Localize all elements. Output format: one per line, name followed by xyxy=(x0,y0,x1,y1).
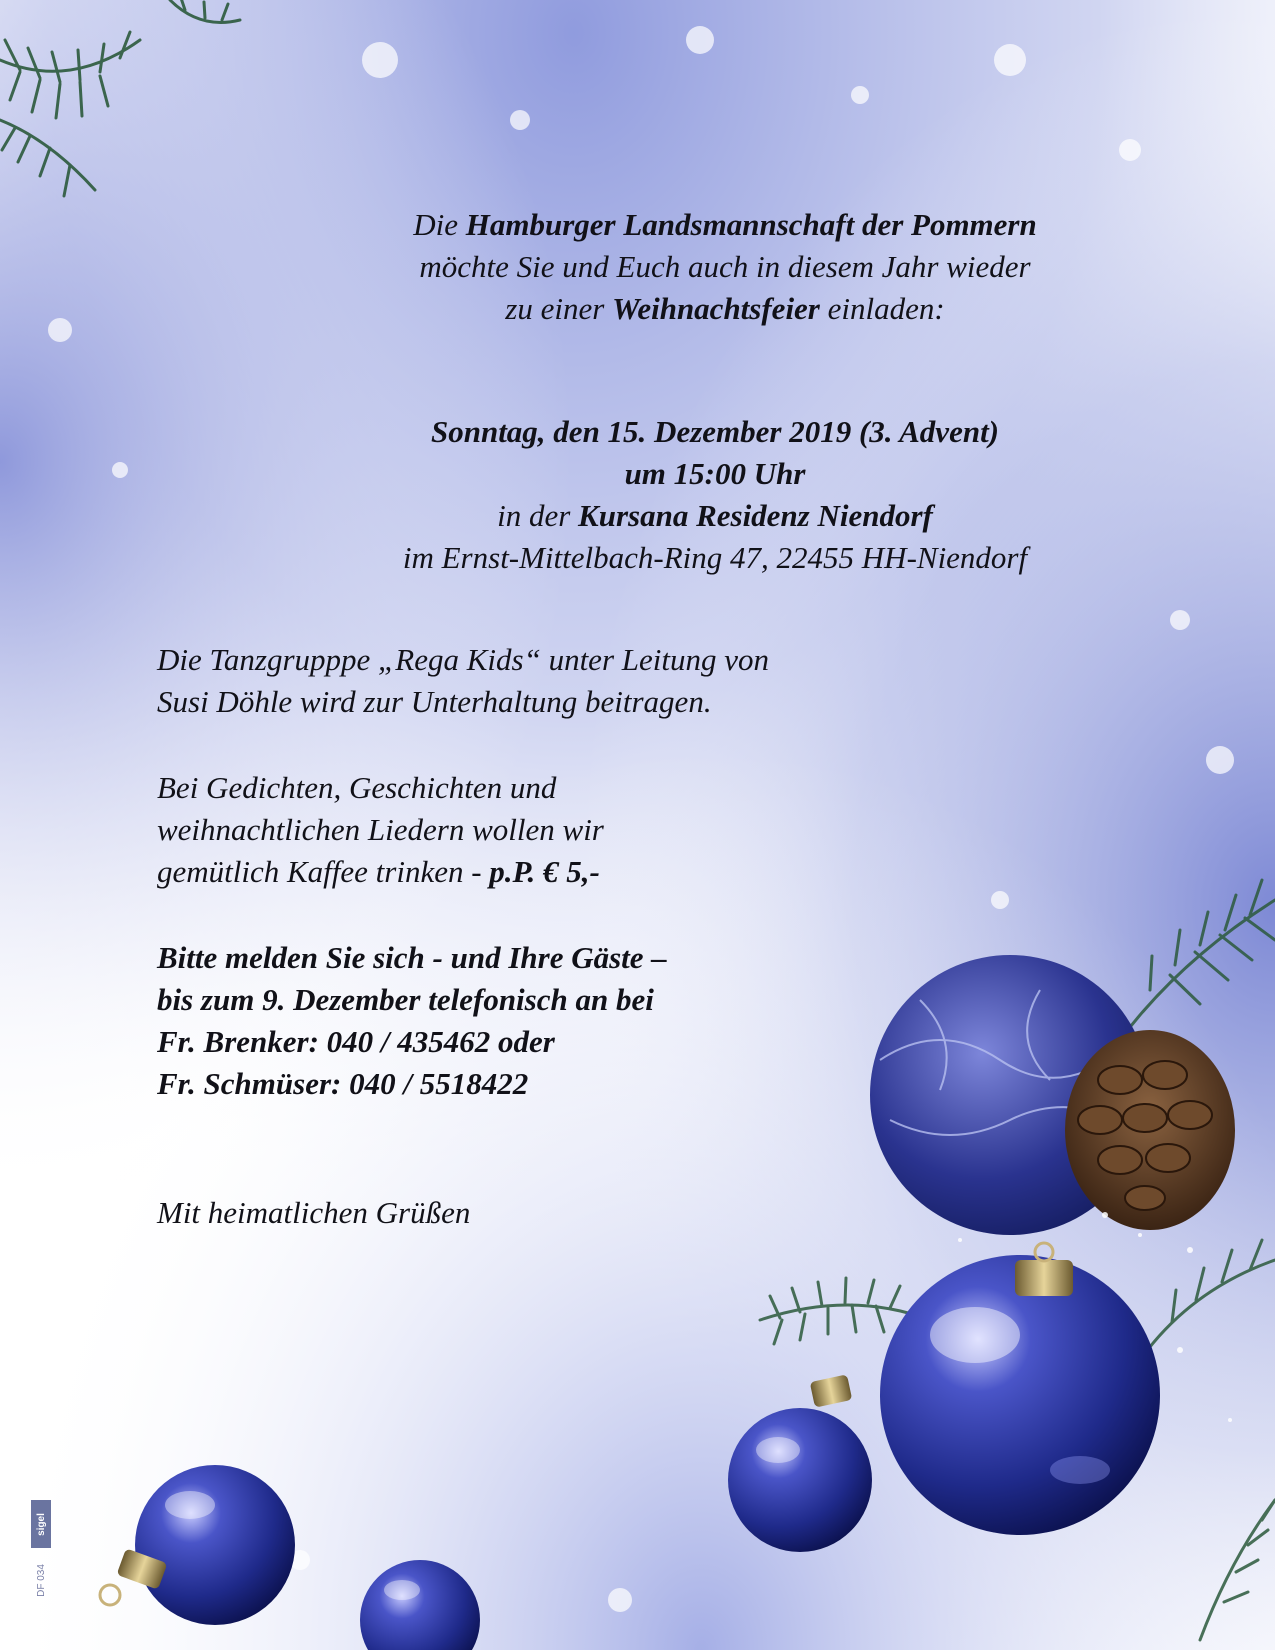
registration-line-1: Bitte melden Sie sich - und Ihre Gäste – xyxy=(157,940,667,975)
brand-name: sigel xyxy=(35,1512,47,1536)
product-code-text: DF 034 xyxy=(35,1563,47,1597)
intro-line-1-prefix: Die xyxy=(413,207,466,242)
intro-line-1 xyxy=(260,204,1190,246)
stationery-brand-mark xyxy=(28,1500,54,1610)
registration-line-2: bis zum 9. Dezember telefonisch an bei xyxy=(157,982,654,1017)
closing-greeting: Mit heimatlichen Grüßen xyxy=(157,1195,471,1230)
price: p.P. € 5,- xyxy=(489,854,600,889)
organization-name: Hamburger Landsmannschaft der Pommern xyxy=(465,207,1037,242)
coffee-line-1: Bei Gedichten, Geschichten und xyxy=(157,770,557,805)
intro-line-3-prefix: zu einer xyxy=(505,291,613,326)
coffee-line-2: weihnachtlichen Liedern wollen wir xyxy=(157,812,604,847)
coffee-line-3 xyxy=(157,851,600,893)
event-venue xyxy=(240,495,1190,537)
event-time: um 15:00 Uhr xyxy=(624,456,806,491)
event-date: Sonntag, den 15. Dezember 2019 (3. Advent) xyxy=(430,414,1000,449)
dance-line-2: Susi Döhle wird zur Unterhaltung beitragen. xyxy=(157,684,712,719)
intro-line-2: möchte Sie und Euch auch in diesem Jahr wieder xyxy=(419,249,1031,284)
intro-line-3 xyxy=(260,288,1190,330)
brand-logo xyxy=(31,1500,51,1548)
event-venue-prefix: in der xyxy=(497,498,579,533)
dance-line-1: Die Tanzgrupppe „Rega Kids“ unter Leitung von xyxy=(157,642,769,677)
intro-line-3-suffix: einladen: xyxy=(819,291,945,326)
registration-contact-1: Fr. Brenker: 040 / 435462 oder xyxy=(157,1024,555,1059)
coffee-line-3-prefix: gemütlich Kaffee trinken - xyxy=(157,854,490,889)
product-code xyxy=(25,1552,58,1608)
registration-contact-2: Fr. Schmüser: 040 / 5518422 xyxy=(157,1066,529,1101)
event-name: Weihnachtsfeier xyxy=(612,291,820,326)
venue-name: Kursana Residenz Niendorf xyxy=(578,498,933,533)
event-address: im Ernst-Mittelbach-Ring 47, 22455 HH-Niendorf xyxy=(402,540,1028,575)
